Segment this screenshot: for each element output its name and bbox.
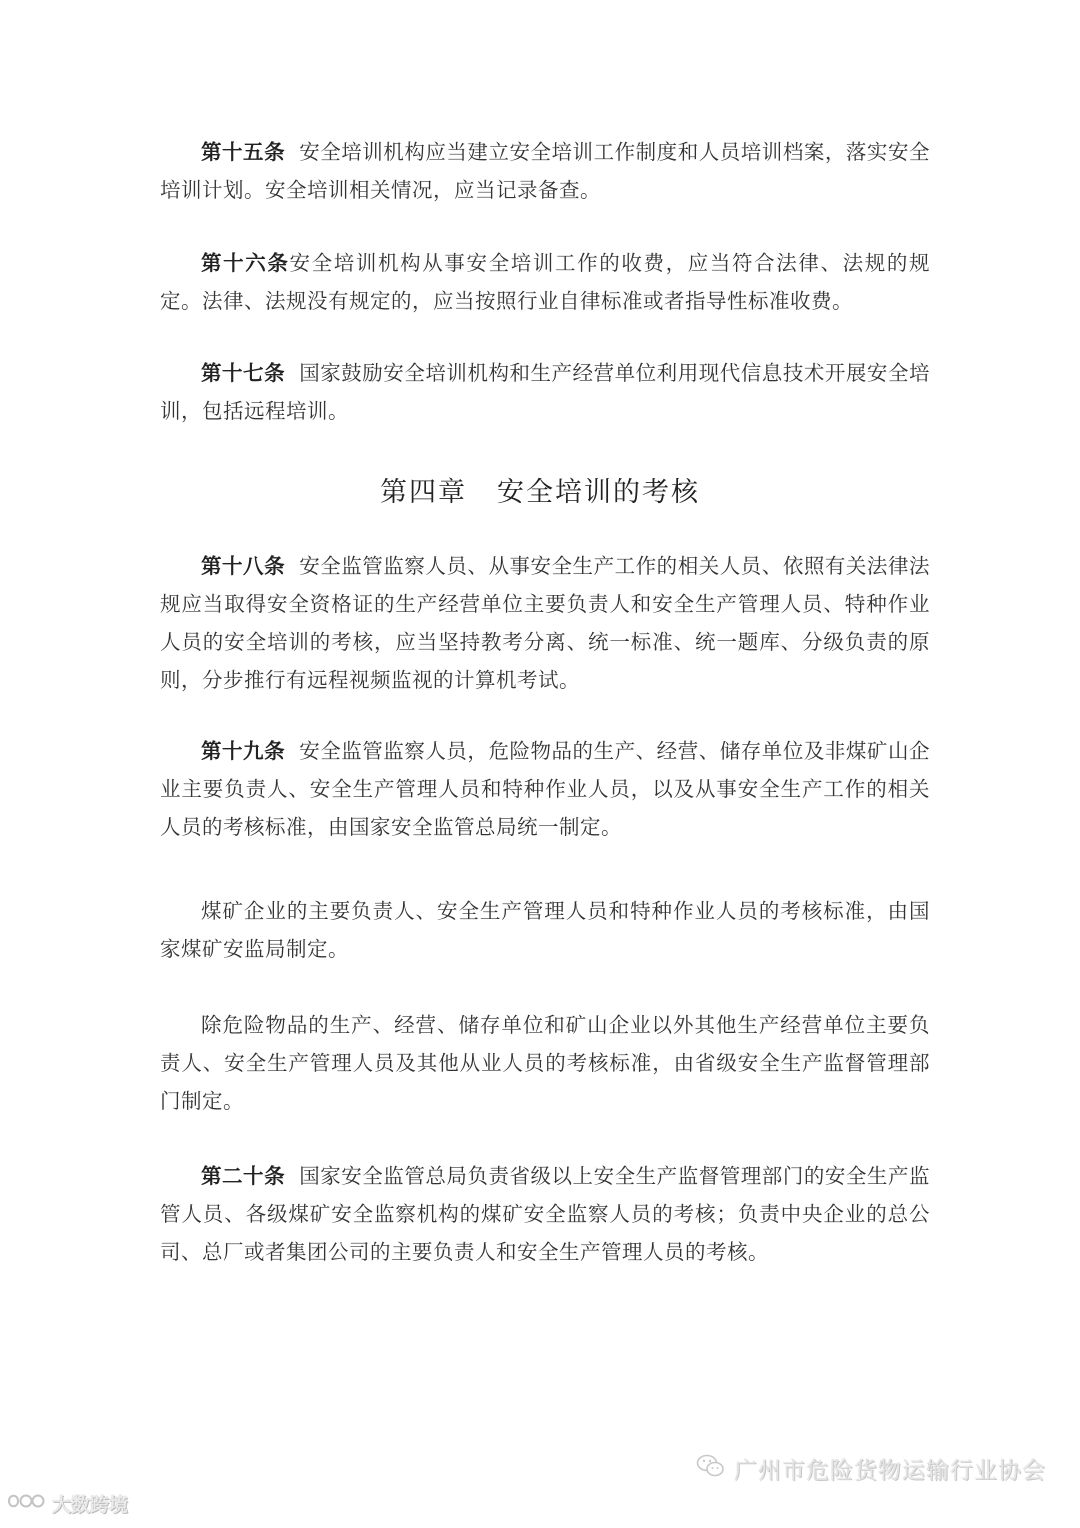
chapter-number: 第四章	[380, 477, 467, 508]
article-19	[160, 732, 930, 846]
article-number: 第十六条	[201, 251, 290, 275]
article-text: 安全监管监察人员、从事安全生产工作的相关人员、依照有关法律法规应当取得安全资格证的生产经营单位主要负责人和安全生产管理人员、特种作业人员的安全培训的考核，应当坚持教考分离、统一标准、统一题库、分级负责的原则，分步推行有远程视频监视的计算机考试。	[160, 554, 930, 692]
article-text: 安全培训机构从事安全培训工作的收费，应当符合法律、法规的规定。法律、法规没有规定的，应当按照行业自律标准或者指导性标准收费。	[160, 251, 930, 313]
site-logo-icon	[6, 1490, 52, 1517]
paragraph-coal-mine	[160, 892, 930, 968]
article-number: 第二十条	[201, 1164, 286, 1188]
article-number: 第十七条	[201, 361, 286, 385]
article-text: 安全监管监察人员，危险物品的生产、经营、储存单位及非煤矿山企业主要负责人、安全生产管理人员和特种作业人员，以及从事安全生产工作的相关人员的考核标准，由国家安全监管总局统一制定。	[160, 739, 930, 839]
paragraph-text: 除危险物品的生产、经营、储存单位和矿山企业以外其他生产经营单位主要负责人、安全生产管理人员及其他从业人员的考核标准，由省级安全生产监督管理部门制定。	[160, 1013, 930, 1113]
article-text: 国家鼓励安全培训机构和生产经营单位利用现代信息技术开展安全培训，包括远程培训。	[160, 361, 930, 423]
article-16	[160, 244, 930, 320]
chapter-heading	[0, 470, 1080, 509]
paragraph-other-units	[160, 1006, 930, 1120]
watermark-site: 大数跨境	[52, 1494, 129, 1516]
article-15	[160, 133, 930, 209]
article-18	[160, 547, 930, 699]
article-text: 国家安全监管总局负责省级以上安全生产监督管理部门的安全生产监管人员、各级煤矿安全监察机构的煤矿安全监察人员的考核；负责中央企业的总公司、总厂或者集团公司的主要负责人和安全生产管理人员的考核。	[160, 1164, 930, 1264]
watermark-account: 广州市危险货物运输行业协会	[734, 1458, 1046, 1484]
article-number: 第十九条	[201, 739, 286, 763]
site-watermark	[6, 1490, 128, 1517]
chapter-title: 安全培训的考核	[497, 477, 700, 508]
article-20	[160, 1157, 930, 1271]
article-text: 安全培训机构应当建立安全培训工作制度和人员培训档案，落实安全培训计划。安全培训相关情况，应当记录备查。	[160, 140, 930, 202]
article-number: 第十八条	[201, 554, 286, 578]
article-17	[160, 354, 930, 430]
wechat-watermark	[696, 1452, 1046, 1485]
paragraph-text: 煤矿企业的主要负责人、安全生产管理人员和特种作业人员的考核标准，由国家煤矿安监局制定。	[160, 899, 930, 961]
wechat-icon	[696, 1453, 734, 1485]
article-number: 第十五条	[201, 140, 286, 164]
